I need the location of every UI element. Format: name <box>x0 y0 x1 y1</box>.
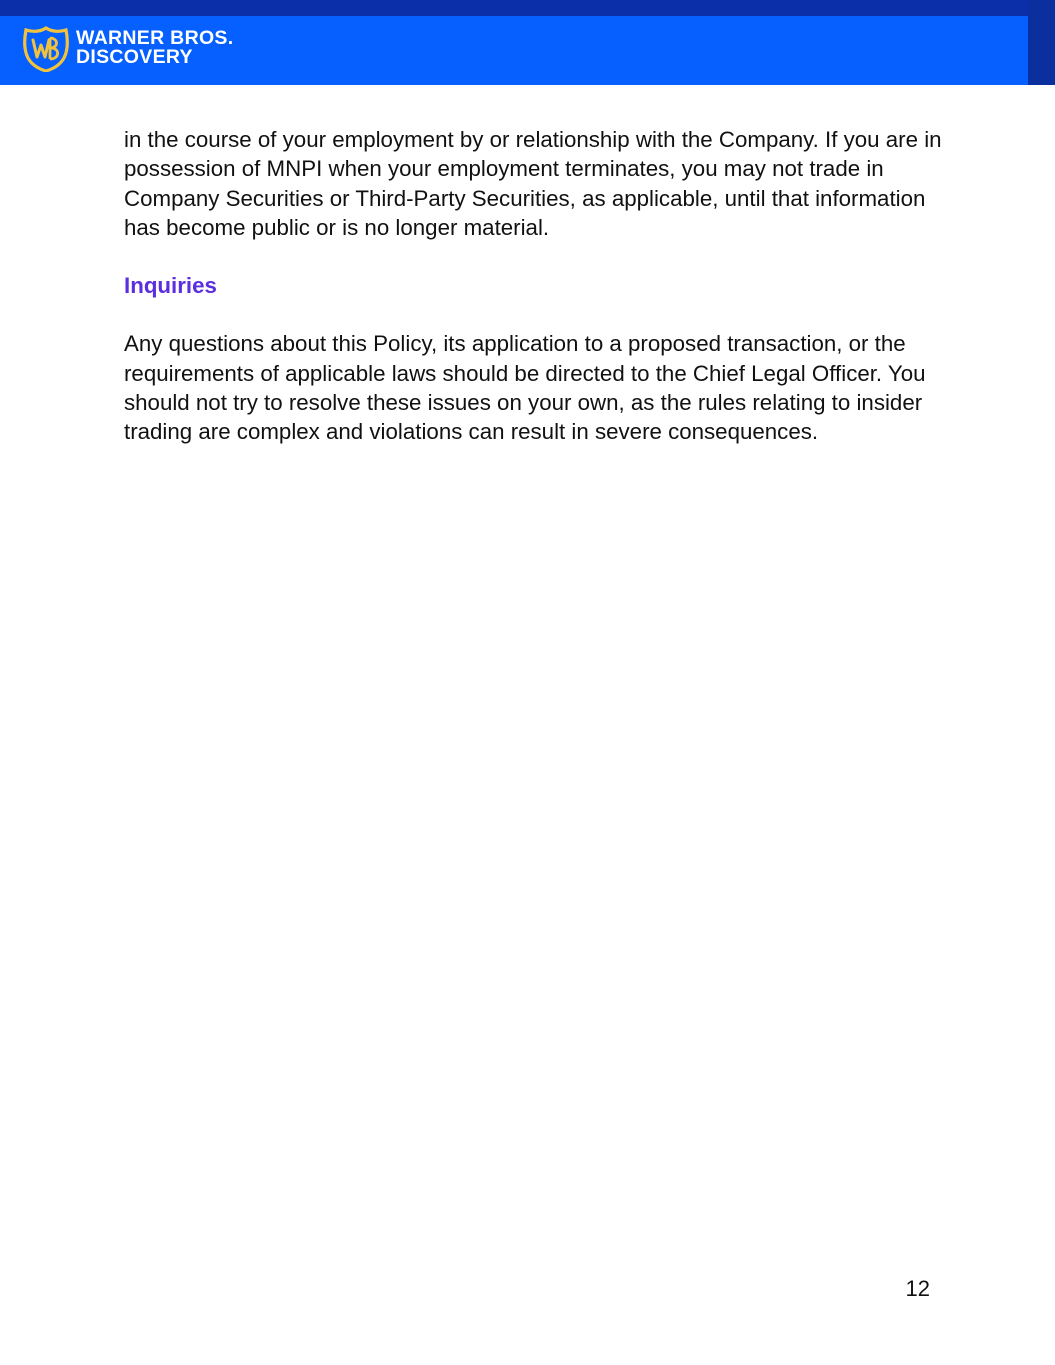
page-number: 12 <box>905 1276 930 1301</box>
body-paragraph-2: Any questions about this Policy, its application to a proposed transaction, or the requirements of applicable laws should be directed to the Chief Legal Officer. You should not try to resolve these issues on your own, as the rules relating to insider trading are complex and violations can result in severe consequences. <box>124 331 926 445</box>
logo-line-1: WARNER BROS. <box>76 27 234 49</box>
section-heading-inquiries: Inquiries <box>124 273 217 299</box>
wb-shield-icon <box>22 26 70 72</box>
company-logo-text <box>76 29 233 67</box>
document-body <box>124 125 944 447</box>
body-paragraph-1: in the course of your employment by or relationship with the Company. If you are in possession of MNPI when your employment terminates, you may not trade in Company Securities or Third-Party Securities, as applicable, until that information has become public or is no longer material. <box>124 127 942 240</box>
logo-line-2: DISCOVERY <box>76 46 193 68</box>
header-right-strip <box>1028 0 1055 85</box>
